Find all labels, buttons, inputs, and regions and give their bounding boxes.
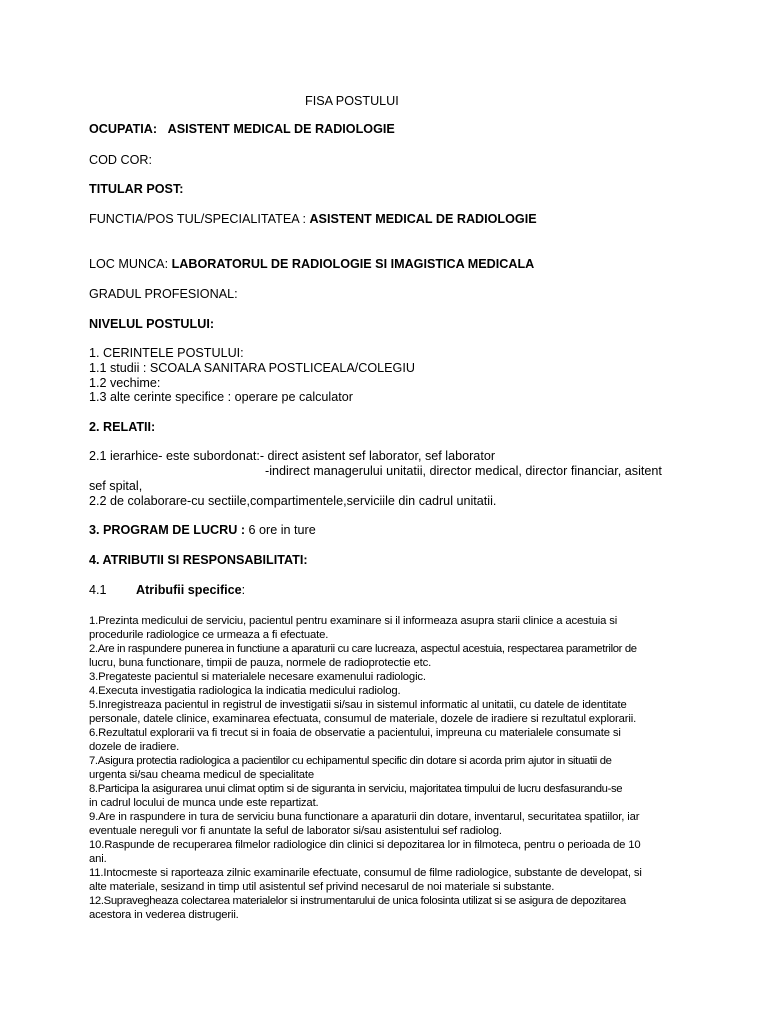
atributii-line: dozele de iradiere.	[89, 741, 180, 753]
atributii-line: 10.Raspunde de recuperarea filmelor radiologice din clinici si depozitarea lor in filmoteca, pentru o perioada de 10	[89, 839, 641, 851]
atributii-line: 3.Pregateste pacientul si materialele necesare examenului radiologic.	[89, 671, 426, 683]
loc-munca-label: LOC MUNCA:	[89, 257, 169, 271]
program-line	[89, 523, 316, 538]
relatii-heading: 2. RELATII:	[89, 420, 156, 434]
cerinte-studii: 1.1 studii : SCOALA SANITARA POSTLICEALA/COLEGIU	[89, 361, 415, 375]
program-label: 3. PROGRAM DE LUCRU :	[89, 523, 246, 537]
functia-label: FUNCTIA/POS TUL/SPECIALITATEA :	[89, 212, 306, 226]
atributii-line: urgenta si/sau cheama medicul de specialitate	[89, 769, 314, 781]
subsection-number: 4.1	[89, 583, 107, 597]
atributii-line: in cadrul locului de munca unde este repartizat.	[89, 797, 319, 809]
atributii-line: 4.Executa investigatia radiologica la indicatia medicului radiolog.	[89, 685, 401, 697]
atributii-line: procedurile radiologice ce urmeaza a fi efectuate.	[89, 629, 329, 641]
program-value: 6 ore in ture	[245, 523, 316, 537]
subsection-colon: :	[241, 583, 246, 597]
atributii-line: 12.Supravegheaza colectarea materialelor si instrumentarului de unica folosinta utilizat si se asigura de depozitarea	[89, 895, 626, 907]
loc-munca-value: LABORATORUL DE RADIOLOGIE SI IMAGISTICA MEDICALA	[171, 257, 535, 271]
atributii-line: acestora in vederea distrugerii.	[89, 909, 239, 921]
subsection-title: Atribufii specifice	[136, 583, 242, 597]
relatii-ierarhice-line-3: sef spital,	[89, 479, 143, 493]
atributii-line: eventuale nereguli vor fi anuntate la seful de laborator si/sau asistentului sef radiolog.	[89, 825, 502, 837]
ocupatia-label: OCUPATIA:	[89, 122, 158, 136]
cerinte-heading: 1. CERINTELE POSTULUI:	[89, 346, 244, 360]
gradul-profesional-label: GRADUL PROFESIONAL:	[89, 287, 238, 301]
subsection-title-group	[136, 583, 245, 598]
ocupatia-value: ASISTENT MEDICAL DE RADIOLOGIE	[167, 122, 395, 136]
ocupatia-line	[89, 122, 395, 137]
atributii-line: 8.Participa la asigurarea unui climat optim si de siguranta in serviciu, majoritatea timpului de lucru desfasurandu-se	[89, 783, 623, 795]
atributii-line: alte materiale, sesizand in timp util asistentul sef privind necesarul de noi materiale si substante.	[89, 881, 555, 893]
atributii-line: 2.Are in raspundere punerea in functiune a aparaturii cu care lucreaza, aspectul acestuia, respectarea parametrilor de	[89, 643, 637, 655]
atributii-line: lucru, buna functionare, timpii de pauza, normele de radioprotectie etc.	[89, 657, 432, 669]
functia-line	[89, 212, 537, 227]
functia-value: ASISTENT MEDICAL DE RADIOLOGIE	[309, 212, 537, 226]
relatii-ierarhice-line-2: -indirect managerului unitatii, director medical, director financiar, asitent	[265, 464, 662, 478]
atributii-line: 11.Intocmeste si raporteaza zilnic examinarile efectuate, consumul de filme radiologice, substante de developat, si	[89, 867, 642, 879]
cerinte-vechime: 1.2 vechime:	[89, 376, 161, 390]
atributii-line: ani.	[89, 853, 107, 865]
loc-munca-line	[89, 257, 534, 272]
relatii-ierarhice-line-1: 2.1 ierarhice- este subordonat:- direct asistent sef laborator, sef laborator	[89, 449, 496, 463]
atributii-line: 6.Rezultatul explorarii va fi trecut si in foaia de observatie a pacientului, impreuna cu materialele consumate si	[89, 727, 621, 739]
document-title: FISA POSTULUI	[305, 94, 399, 108]
atributii-line: personale, datele clinice, examinarea efectuata, consumul de materiale, dozele de iradiere si rezultatul explorarii.	[89, 713, 637, 725]
titular-post-label: TITULAR POST:	[89, 182, 184, 196]
relatii-colaborare: 2.2 de colaborare-cu sectiile,compartimentele,serviciile din cadrul unitatii.	[89, 494, 497, 508]
atributii-line: 9.Are in raspundere in tura de serviciu buna functionare a aparaturii din dotare, inventarul, securitatea spatiilor, iar	[89, 811, 640, 823]
atributii-line: 1.Prezinta medicului de serviciu, pacientul pentru examinare si il informeaza asupra starii clinice a acestuia si	[89, 615, 618, 627]
cod-cor-label: COD COR:	[89, 153, 152, 167]
nivelul-postului-label: NIVELUL POSTULUI:	[89, 317, 215, 331]
atributii-subsection	[89, 583, 246, 598]
cerinte-alte: 1.3 alte cerinte specifice : operare pe calculator	[89, 390, 353, 404]
atributii-line: 7.Asigura protectia radiologica a pacientilor cu echipamentul specific din dotare si acorda prim ajutor in situatii de	[89, 755, 612, 767]
atributii-line: 5.Inregistreaza pacientul in registrul de investigatii si/sau in sistemul informatic al unitatii, cu datele de identitate	[89, 699, 627, 711]
atributii-heading: 4. ATRIBUTII SI RESPONSABILITATI:	[89, 553, 308, 567]
